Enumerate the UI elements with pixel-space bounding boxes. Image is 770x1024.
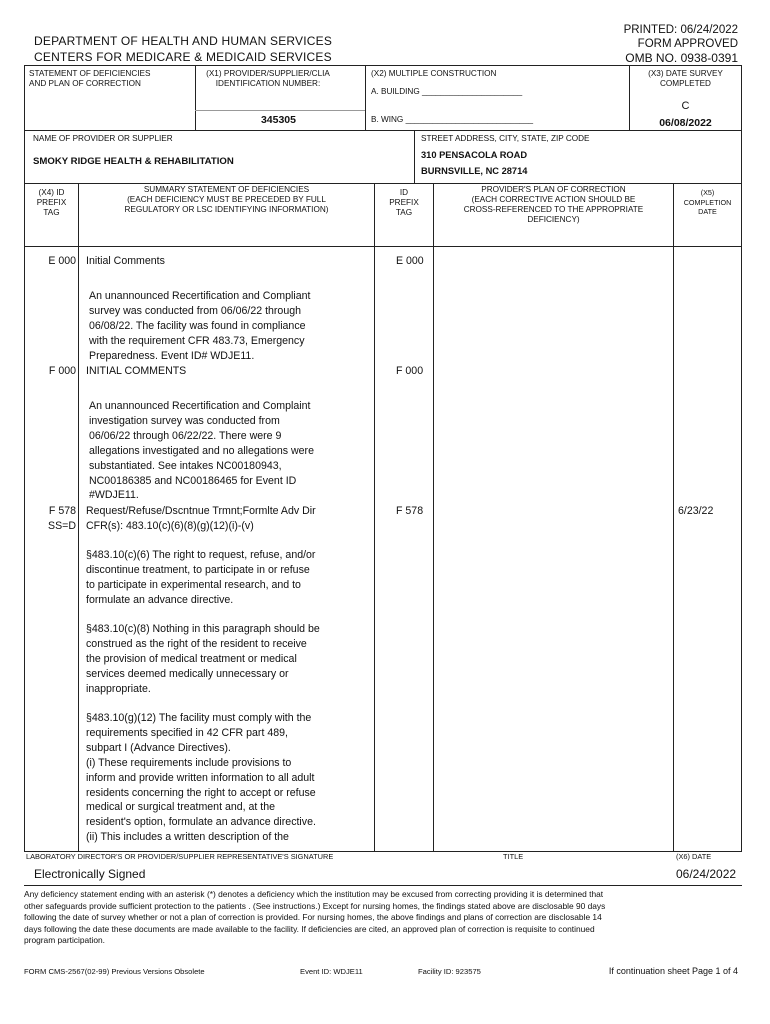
col-id-header: ID PREFIX TAG [389,188,419,217]
address-line-2: BURNSVILLE, NC 28714 [421,166,528,176]
footer-form-number: FORM CMS-2567(02-99) Previous Versions Obsolete [24,967,205,976]
x3-label: (X3) DATE SURVEY COMPLETED [648,69,723,88]
footer-event-id: Event ID: WDJE11 [300,967,363,976]
x2-building: A. BUILDING ______________________ [371,87,523,96]
signature-label: LABORATORY DIRECTOR'S OR PROVIDER/SUPPLIER REPRESENTATIVE'S SIGNATURE [26,852,334,861]
tag-e000: E 000 [48,255,76,267]
footer-page-number: If continuation sheet Page 1 of 4 [608,966,738,976]
f578-para-c8: §483.10(c)(8) Nothing in this paragraph should be construed as the right of the resident to receive the provision of medical treatment or medical services deemed medically unnecessary or inappropriate. [86,623,320,695]
f000-text: An unannounced Recertification and Complaint investigation survey was conducted from 06/06/22 through 06/22/22. There were 9 allegations investigated and no allegations were substantiated. See intakes NC00180943, NC00186385 and NC00186465 for Event ID #WDJE11. [89,400,314,502]
provider-name: SMOKY RIDGE HEALTH & REHABILITATION [33,156,234,167]
f578-completion-date: 6/23/22 [678,505,714,517]
survey-completed-date: 06/08/2022 [659,117,712,129]
col-x4-header: (X4) ID PREFIX TAG [36,188,67,217]
signature-date: 06/24/2022 [676,867,737,881]
tag-f578-scope: SS=D [48,520,76,532]
form-approved: FORM APPROVED [637,38,738,50]
address-line-1: 310 PENSACOLA ROAD [421,150,528,160]
id-f000: F 000 [396,365,424,377]
f578-para-g12: §483.10(g)(12) The facility must comply with the requirements specified in 42 CFR part 489, subpart I (Advance Directives). (i) These requirements include provisions to inform and provide written information to all adult residents concerning the right to accept or refuse medical or surgical treatment and, at the resident's option, formulate an advance directive. (ii) This includes a written description of the [86,712,316,844]
id-f578: F 578 [396,505,424,517]
x2-label: (X2) MULTIPLE CONSTRUCTION [371,69,497,78]
tag-f578: F 578 [48,505,76,517]
e000-text: An unannounced Recertification and Compliant survey was conducted from 06/06/22 through 06/08/22. The facility was found in compliance with the requirement CFR 483.73, Emergency Preparedness. Event ID# WDJE11. [89,290,311,362]
footer-facility-id: Facility ID: 923575 [418,967,481,976]
provider-id-number: 345305 [260,114,296,126]
provider-name-label: NAME OF PROVIDER OR SUPPLIER [33,134,173,143]
f000-title: INITIAL COMMENTS [86,365,187,377]
agency-line-2: CENTERS FOR MEDICARE & MEDICAID SERVICES [34,50,332,64]
address-label: STREET ADDRESS, CITY, STATE, ZIP CODE [421,134,590,143]
signature-value: Electronically Signed [34,867,146,881]
title-label: TITLE [503,852,524,861]
col-x5-header: (X5) COMPLETION DATE [683,188,732,216]
e000-title: Initial Comments [86,255,165,267]
id-e000: E 000 [396,255,424,267]
tag-f000: F 000 [48,365,76,377]
x1-label: (X1) PROVIDER/SUPPLIER/CLIA IDENTIFICATION NUMBER: [206,69,330,88]
disclosure-footnote: Any deficiency statement ending with an asterisk (*) denotes a deficiency which the institution may be excused from correcting providing it is determined that other safeguards provide sufficient protection to the patients . (See instructions.) Except for nursing homes, the findings stated above are disclosable 90 days following the date of survey whether or not a plan of correction is provided. For nursing homes, the above findings and plans of correction are disclosable 14 days following the date these documents are made available to the facility. If deficiencies are cited, an approved plan of correction is requisite to continued program participation. [24,889,606,946]
printed-date: PRINTED: 06/24/2022 [623,24,738,36]
x2-wing: B. WING ____________________________ [371,115,534,124]
omb-number: OMB NO. 0938-0391 [625,51,738,65]
agency-line-1: DEPARTMENT OF HEALTH AND HUMAN SERVICES [34,34,333,48]
x6-date-label: (X6) DATE [676,852,712,861]
col-plan-header: PROVIDER'S PLAN OF CORRECTION (EACH CORRECTIVE ACTION SHOULD BE CROSS-REFERENCED TO THE APPROPRIATE DEFICIENCY) [463,185,644,224]
f578-title: Request/Refuse/Dscntnue Trmnt;Formlte Adv Dir CFR(s): 483.10(c)(6)(8)(g)(12)(i)-(v) [86,505,316,532]
statement-label: STATEMENT OF DEFICIENCIES AND PLAN OF CORRECTION [29,69,151,88]
x3-code: C [681,100,690,112]
f578-para-c6: §483.10(c)(6) The right to request, refuse, and/or discontinue treatment, to participate in or refuse to participate in experimental research, and to formulate an advance directive. [86,549,316,606]
col-summary-header: SUMMARY STATEMENT OF DEFICIENCIES (EACH DEFICIENCY MUST BE PRECEDED BY FULL REGULATORY OR LSC IDENTIFYING INFORMATION) [124,185,329,214]
